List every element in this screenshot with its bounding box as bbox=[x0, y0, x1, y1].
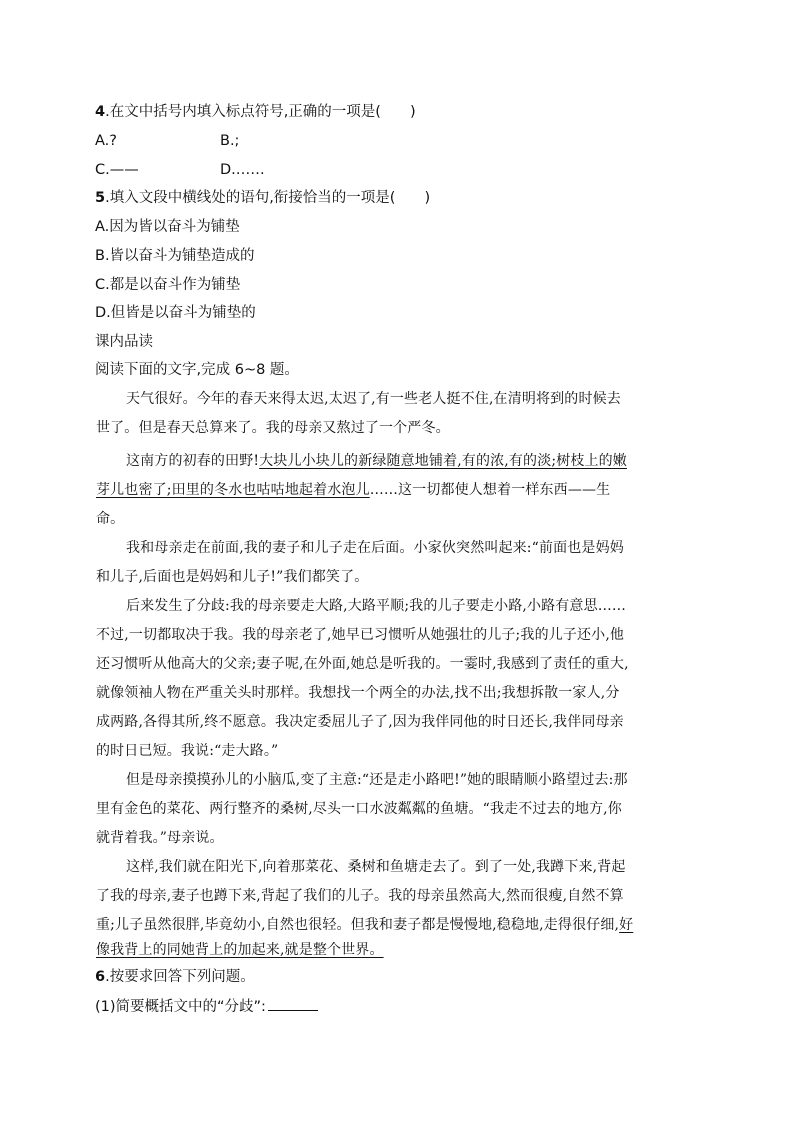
passage-line: 就像领袖人物在严重关头时那样。我想找一个两全的办法,找不出;我想拆散一家人,分 bbox=[96, 685, 620, 701]
question-6-text: .按要求回答下列问题。 bbox=[105, 969, 255, 985]
question-4-option-b: B.; bbox=[220, 133, 240, 149]
passage-line: 了我的母亲,妻子也蹲下来,背起了我们的儿子。我的母亲虽然高大,然而很瘦,自然不算 bbox=[96, 888, 624, 904]
question-4-option-c: C.—— bbox=[95, 162, 139, 178]
section-title: 课内品读 bbox=[95, 334, 153, 350]
question-4-text: .在文中括号内填入标点符号,正确的一项是( ) bbox=[105, 104, 416, 120]
passage-text: ……这一切都使人想着一样东西——生 bbox=[369, 482, 611, 498]
question-5-option-a: A.因为皆以奋斗为铺垫 bbox=[95, 219, 240, 235]
section-instruction: 阅读下面的文字,完成 6~8 题。 bbox=[95, 362, 299, 378]
passage-text: 重;儿子虽然很胖,毕竟幼小,自然也很轻。但我和妻子都是慢慢地,稳稳地,走得很仔细, bbox=[96, 917, 620, 933]
passage-line: 这样,我们就在阳光下,向着那菜花、桑树和鱼塘走去了。到了一处,我蹲下来,背起 bbox=[126, 859, 626, 875]
passage-line: 我和母亲走在前面,我的妻子和儿子走在后面。小家伙突然叫起来:“前面也是妈妈 bbox=[126, 540, 624, 556]
passage-line bbox=[96, 480, 660, 500]
question-6-sub-1 bbox=[95, 996, 318, 1017]
passage-line: 还习惯听从他高大的父亲;妻子呢,在外面,她总是听我的。一霎时,我感到了责任的重大, bbox=[96, 656, 629, 672]
passage-line: 成两路,各得其所,终不愿意。我决定委屈儿子了,因为我伴同他的时日还长,我伴同母亲 bbox=[96, 714, 624, 730]
passage-line: 但是母亲摸摸孙儿的小脑瓜,变了主意:“还是走小路吧!”她的眼睛顺小路望过去:那 bbox=[126, 772, 628, 788]
passage-line: 和儿子,后面也是妈妈和儿子!”我们都笑了。 bbox=[96, 569, 369, 585]
question-4-option-d: D.…… bbox=[220, 162, 265, 178]
underlined-passage-text: 好 bbox=[619, 917, 634, 933]
passage-line: 里有金色的菜花、两行整齐的桑树,尽头一口水波粼粼的鱼塘。“我走不过去的地方,你 bbox=[96, 801, 622, 817]
question-6-sub-1-text: (1)简要概括文中的“分歧”: bbox=[95, 999, 266, 1015]
passage-line: 的时日已短。我说:“走大路。” bbox=[96, 743, 279, 759]
question-4 bbox=[95, 102, 416, 122]
passage-line bbox=[96, 940, 660, 960]
passage-line bbox=[96, 915, 660, 935]
question-4-option-a: A.? bbox=[95, 133, 117, 149]
question-5-number: 5 bbox=[95, 190, 106, 206]
underlined-passage-text: 芽儿也密了;田里的冬水也咕咕地起着水泡儿 bbox=[96, 482, 370, 498]
passage-line: 天气很好。今年的春天来得太迟,太迟了,有一些老人挺不住,在清明将到的时候去 bbox=[126, 391, 621, 407]
underlined-passage-text: 像我背上的同她背上的加起来,就是整个世界。 bbox=[96, 942, 384, 958]
passage-line: 命。 bbox=[96, 511, 125, 527]
passage-line: 世了。但是春天总算来了。我的母亲又熬过了一个严冬。 bbox=[96, 420, 450, 436]
passage-line bbox=[126, 451, 690, 471]
underlined-passage-text: 大块儿小块儿的新绿随意地铺着,有的浓,有的淡;树枝上的嫩 bbox=[259, 453, 627, 469]
passage-line: 后来发生了分歧:我的母亲要走大路,大路平顺;我的儿子要走小路,小路有意思…… bbox=[126, 598, 627, 614]
question-4-number: 4 bbox=[95, 104, 106, 120]
question-6 bbox=[95, 967, 255, 987]
passage-text: 这南方的初春的田野! bbox=[126, 453, 260, 469]
question-6-number: 6 bbox=[95, 969, 106, 985]
passage-line: 就背着我。”母亲说。 bbox=[96, 830, 224, 846]
answer-blank[interactable] bbox=[268, 996, 318, 1011]
question-5 bbox=[95, 188, 430, 208]
question-5-option-b: B.皆以奋斗为铺垫造成的 bbox=[95, 248, 255, 264]
question-5-option-d: D.但皆是以奋斗为铺垫的 bbox=[95, 305, 256, 321]
passage-line: 不过,一切都取决于我。我的母亲老了,她早已习惯听从她强壮的儿子;我的儿子还小,他 bbox=[96, 627, 625, 643]
question-5-text: .填入文段中横线处的语句,衔接恰当的一项是( ) bbox=[105, 190, 431, 206]
question-5-option-c: C.都是以奋斗作为铺垫 bbox=[95, 277, 241, 293]
